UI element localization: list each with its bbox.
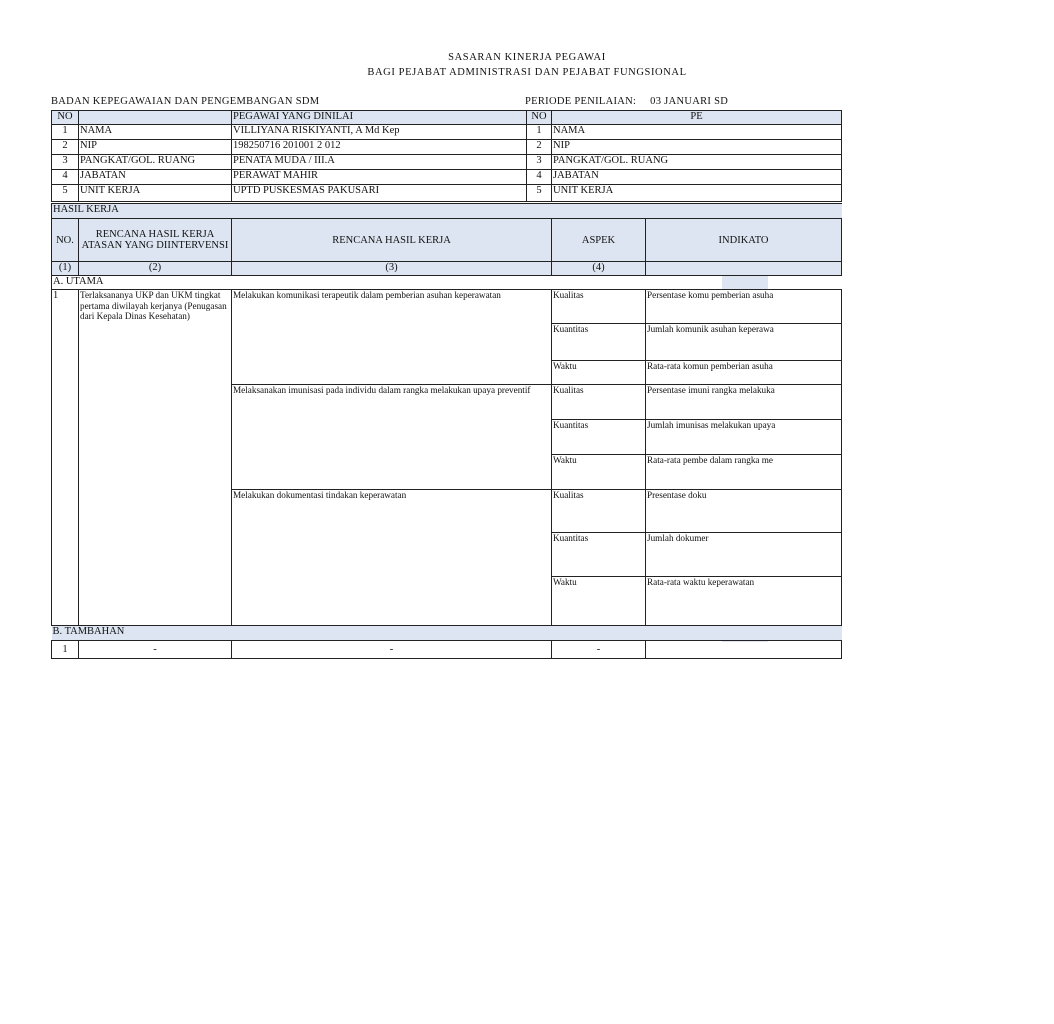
row-number: 3 bbox=[52, 155, 79, 170]
field-label: NAMA bbox=[79, 125, 232, 140]
table-row bbox=[52, 290, 842, 324]
indikator-cell: Jumlah imunisas melakukan upaya bbox=[646, 420, 842, 455]
row-number: 5 bbox=[527, 185, 552, 202]
row-number: 1 bbox=[52, 125, 79, 140]
field-label: UNIT KERJA bbox=[552, 185, 842, 202]
document-subtitle: BAGI PEJABAT ADMINISTRASI DAN PEJABAT FUNGSIONAL bbox=[367, 67, 687, 78]
field-label: JABATAN bbox=[552, 170, 842, 185]
indikator-cell: Jumlah dokumer bbox=[646, 533, 842, 577]
field-value: UPTD PUSKESMAS PAKUSARI bbox=[232, 185, 527, 202]
section-row bbox=[52, 204, 842, 219]
indikator-header: INDIKATO bbox=[646, 219, 842, 262]
row-number: 1 bbox=[52, 290, 79, 626]
aspek-cell: Kuantitas bbox=[552, 324, 646, 361]
column-number-row bbox=[52, 262, 842, 276]
indikator-cell bbox=[646, 641, 842, 659]
aspek-cell: Kualitas bbox=[552, 385, 646, 420]
column-number: (4) bbox=[552, 262, 646, 276]
row-number: 2 bbox=[52, 140, 79, 155]
indikator-cell: Rata-rata komun pemberian asuha bbox=[646, 361, 842, 385]
indikator-cell: Jumlah komunik asuhan keperawa bbox=[646, 324, 842, 361]
row-number: 5 bbox=[52, 185, 79, 202]
atasan-rhk-header: RENCANA HASIL KERJA ATASAN YANG DIINTERVENSI bbox=[79, 219, 232, 262]
identity-row bbox=[52, 170, 842, 185]
identity-row bbox=[52, 125, 842, 140]
rhk-cell: Melaksanakan imunisasi pada individu dalam rangka melakukan upaya preventif bbox=[232, 385, 552, 490]
aspek-cell: Kuantitas bbox=[552, 533, 646, 577]
section-label-tambahan: B. TAMBAHAN bbox=[52, 626, 842, 641]
field-value: 198250716 201001 2 012 bbox=[232, 140, 527, 155]
document-title: SASARAN KINERJA PEGAWAI bbox=[448, 52, 606, 63]
work-results-header-row bbox=[52, 219, 842, 262]
section-label-hasil-kerja: HASIL KERJA bbox=[52, 204, 842, 219]
period-value: 03 JANUARI SD bbox=[650, 96, 729, 107]
rhk-header: RENCANA HASIL KERJA bbox=[232, 219, 552, 262]
field-label: NIP bbox=[79, 140, 232, 155]
field-label: NAMA bbox=[552, 125, 842, 140]
column-number: (1) bbox=[52, 262, 79, 276]
period-info bbox=[525, 96, 728, 107]
rhk-cell: Melakukan komunikasi terapeutik dalam pemberian asuhan keperawatan bbox=[232, 290, 552, 385]
indikator-cell: Rata-rata waktu keperawatan bbox=[646, 577, 842, 626]
indikator-cell: Persentase komu pemberian asuha bbox=[646, 290, 842, 324]
rhk-cell: - bbox=[232, 641, 552, 659]
aspek-cell: Waktu bbox=[552, 455, 646, 490]
field-label: JABATAN bbox=[79, 170, 232, 185]
row-number: 3 bbox=[527, 155, 552, 170]
identity-row bbox=[52, 155, 842, 170]
field-value: PENATA MUDA / III.A bbox=[232, 155, 527, 170]
atasan-rhk-cell: Terlaksananya UKP dan UKM tingkat pertama diwilayah kerjanya (Penugasan dari Kepala Dinas Kesehatan) bbox=[79, 290, 232, 626]
column-number-empty bbox=[646, 262, 842, 276]
aspek-cell: Waktu bbox=[552, 577, 646, 626]
identity-header-row bbox=[52, 111, 842, 125]
aspek-cell: - bbox=[552, 641, 646, 659]
indikator-cell: Rata-rata pembe dalam rangka me bbox=[646, 455, 842, 490]
column-number: (3) bbox=[232, 262, 552, 276]
row-number: 1 bbox=[527, 125, 552, 140]
section-row bbox=[52, 276, 842, 290]
table-row bbox=[52, 641, 842, 659]
indikator-cell: Presentase doku bbox=[646, 490, 842, 533]
evaluated-employee-header: PEGAWAI YANG DINILAI bbox=[232, 111, 527, 125]
row-number: 4 bbox=[52, 170, 79, 185]
no-column-header: NO. bbox=[52, 219, 79, 262]
identity-row bbox=[52, 140, 842, 155]
section-row bbox=[52, 626, 842, 641]
field-value: VILLIYANA RISKIYANTI, A Md Kep bbox=[232, 125, 527, 140]
aspek-cell: Waktu bbox=[552, 361, 646, 385]
no-header-right: NO bbox=[527, 111, 552, 125]
field-label: UNIT KERJA bbox=[79, 185, 232, 202]
column-number: (2) bbox=[79, 262, 232, 276]
field-label: PANGKAT/GOL. RUANG bbox=[552, 155, 842, 170]
evaluator-header: PE bbox=[552, 111, 842, 125]
section-label-utama: A. UTAMA bbox=[52, 276, 842, 290]
row-number: 2 bbox=[527, 140, 552, 155]
atasan-rhk-cell: - bbox=[79, 641, 232, 659]
field-label: NIP bbox=[552, 140, 842, 155]
work-results-table bbox=[51, 203, 842, 659]
aspek-cell: Kualitas bbox=[552, 290, 646, 324]
row-number: 4 bbox=[527, 170, 552, 185]
rhk-cell: Melakukan dokumentasi tindakan keperawatan bbox=[232, 490, 552, 626]
agency-name: BADAN KEPEGAWAIAN DAN PENGEMBANGAN SDM bbox=[51, 96, 320, 107]
aspek-cell: Kualitas bbox=[552, 490, 646, 533]
row-number: 1 bbox=[52, 641, 79, 659]
identity-table bbox=[51, 110, 842, 202]
period-label: PERIODE PENILAIAN: bbox=[525, 96, 637, 107]
field-label: PANGKAT/GOL. RUANG bbox=[79, 155, 232, 170]
indikator-cell: Persentase imuni rangka melakuka bbox=[646, 385, 842, 420]
aspek-header: ASPEK bbox=[552, 219, 646, 262]
no-header: NO bbox=[52, 111, 79, 125]
field-value: PERAWAT MAHIR bbox=[232, 170, 527, 185]
empty-header bbox=[79, 111, 232, 125]
aspek-cell: Kuantitas bbox=[552, 420, 646, 455]
identity-row bbox=[52, 185, 842, 202]
